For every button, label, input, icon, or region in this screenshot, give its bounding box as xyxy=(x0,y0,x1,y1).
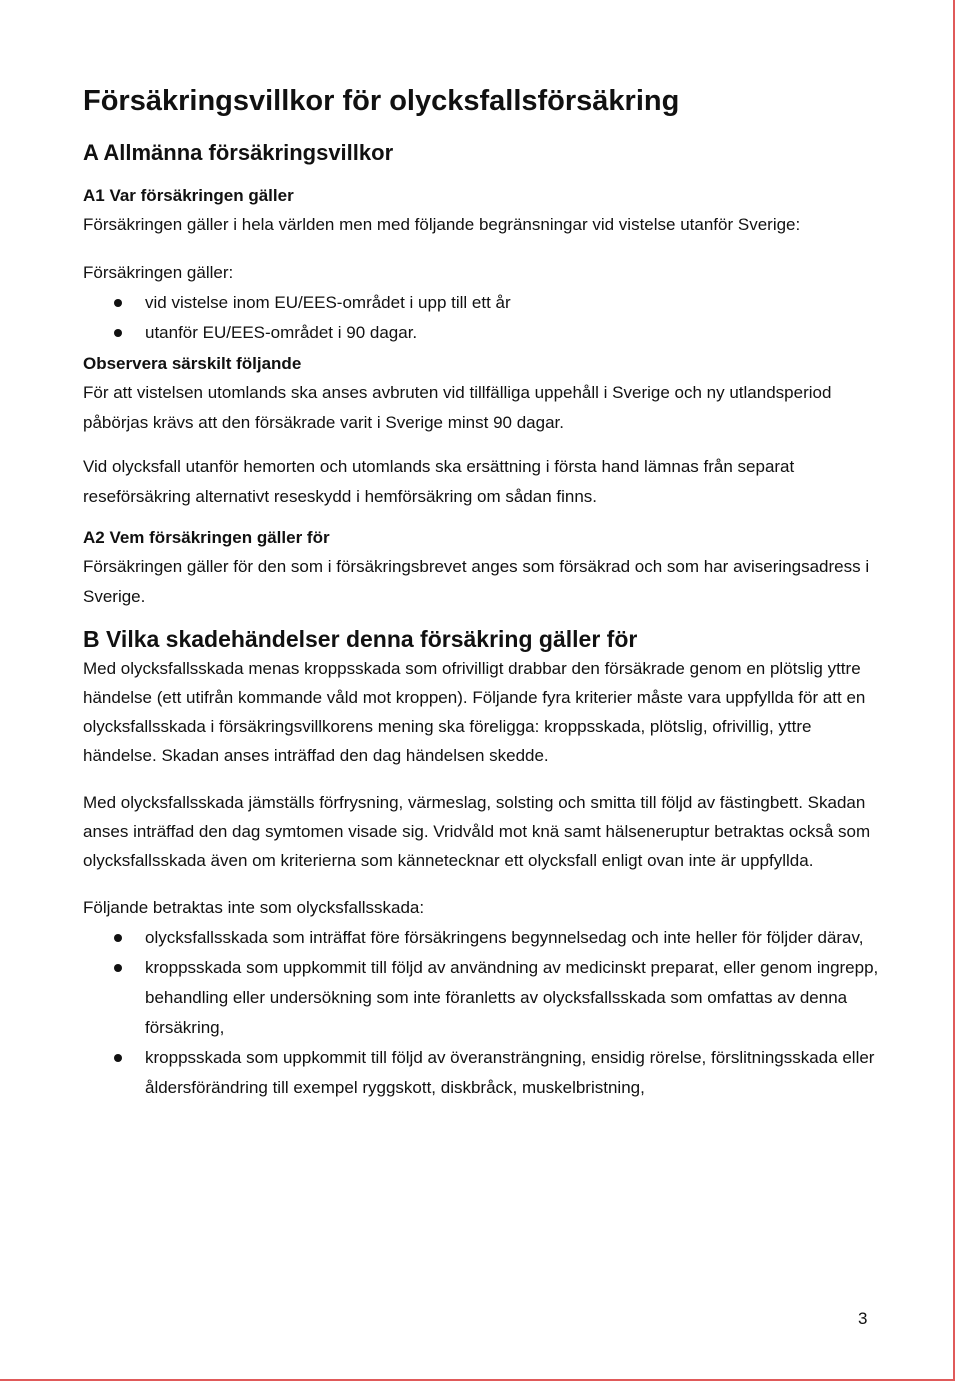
bullet-icon xyxy=(114,934,122,942)
a2-heading: A2 Vem försäkringen gäller för xyxy=(83,528,330,547)
list-item-text: vid vistelse inom EU/EES-området i upp till ett år xyxy=(145,293,511,312)
bullet-icon xyxy=(114,964,122,972)
a1-bullet-list xyxy=(83,288,883,348)
section-b-paragraph-1: Med olycksfallsskada menas kroppsskada som ofrivilligt drabbar den försäkrade genom en plötslig yttre händelse (ett utifrån kommande våld mot kroppen). Följande fyra kriterier måste vara uppfyllda för att en olycksfallsskada i försäkringsvillkorens mening ska föreligga: kroppsskada, plötslig, ofrivillig, yttre händelse. Skadan anses inträffad den dag händelsen skedde. xyxy=(83,659,866,765)
document-title: Försäkringsvillkor för olycksfallsförsäkring xyxy=(83,85,680,117)
list-item-text: olycksfallsskada som inträffat före försäkringens begynnelsedag och inte heller för följder därav, xyxy=(145,928,864,947)
a1-applies: Försäkringen gäller: xyxy=(83,263,234,282)
list-item-text: utanför EU/EES-området i 90 dagar. xyxy=(145,323,418,342)
section-b-heading: B Vilka skadehändelser denna försäkring gäller för xyxy=(83,626,638,652)
list-item xyxy=(83,923,883,953)
note-heading: Observera särskilt följande xyxy=(83,354,302,373)
exclusions-list xyxy=(83,923,883,1103)
section-b-paragraph-2: Med olycksfallsskada jämställs förfrysning, värmeslag, solsting och smitta till följd av fästingbett. Skadan anses inträffad den dag symtomen visade sig. Vridvåld mot knä samt hälseneruptur betraktas också som olycksfallsskada även om kriterierna som kännetecknar ett olycksfall enligt ovan inte är uppfyllda. xyxy=(83,793,871,870)
note-paragraph-1: För att vistelsen utomlands ska anses avbruten vid tillfälliga uppehåll i Sverige och ny utlandsperiod påbörjas krävs att den försäkrade varit i Sverige minst 90 dagar. xyxy=(83,383,832,432)
section-a-heading: A Allmänna försäkringsvillkor xyxy=(83,140,394,165)
a2-text: Försäkringen gäller för den som i försäkringsbrevet anges som försäkrad och som har aviseringsadress i Sverige. xyxy=(83,557,870,606)
list-item-text: kroppsskada som uppkommit till följd av användning av medicinskt preparat, eller genom ingrepp, behandling eller undersökning som inte föranletts av olycksfallsskada som omfattas av denna försäkring, xyxy=(145,958,879,1037)
bullet-icon xyxy=(114,1054,122,1062)
list-item xyxy=(83,318,883,348)
bullet-icon xyxy=(114,329,122,337)
list-item-text: kroppsskada som uppkommit till följd av överansträngning, ensidig rörelse, förslitningsskada eller åldersförändring till exempel ryggskott, diskbråck, muskelbristning, xyxy=(145,1048,875,1097)
list-item xyxy=(83,288,883,318)
page-number: 3 xyxy=(858,1309,868,1328)
list-item xyxy=(83,953,883,1043)
bullet-icon xyxy=(114,299,122,307)
list-item xyxy=(83,1043,883,1103)
a1-heading: A1 Var försäkringen gäller xyxy=(83,186,294,205)
exclusions-intro: Följande betraktas inte som olycksfallsskada: xyxy=(83,898,425,917)
document-body xyxy=(83,80,883,1103)
a1-intro: Försäkringen gäller i hela världen men med följande begränsningar vid vistelse utanför Sverige: xyxy=(83,215,801,234)
note-paragraph-2: Vid olycksfall utanför hemorten och utomlands ska ersättning i första hand lämnas från separat reseförsäkring alternativt reseskydd i hemförsäkring om sådan finns. xyxy=(83,457,795,506)
